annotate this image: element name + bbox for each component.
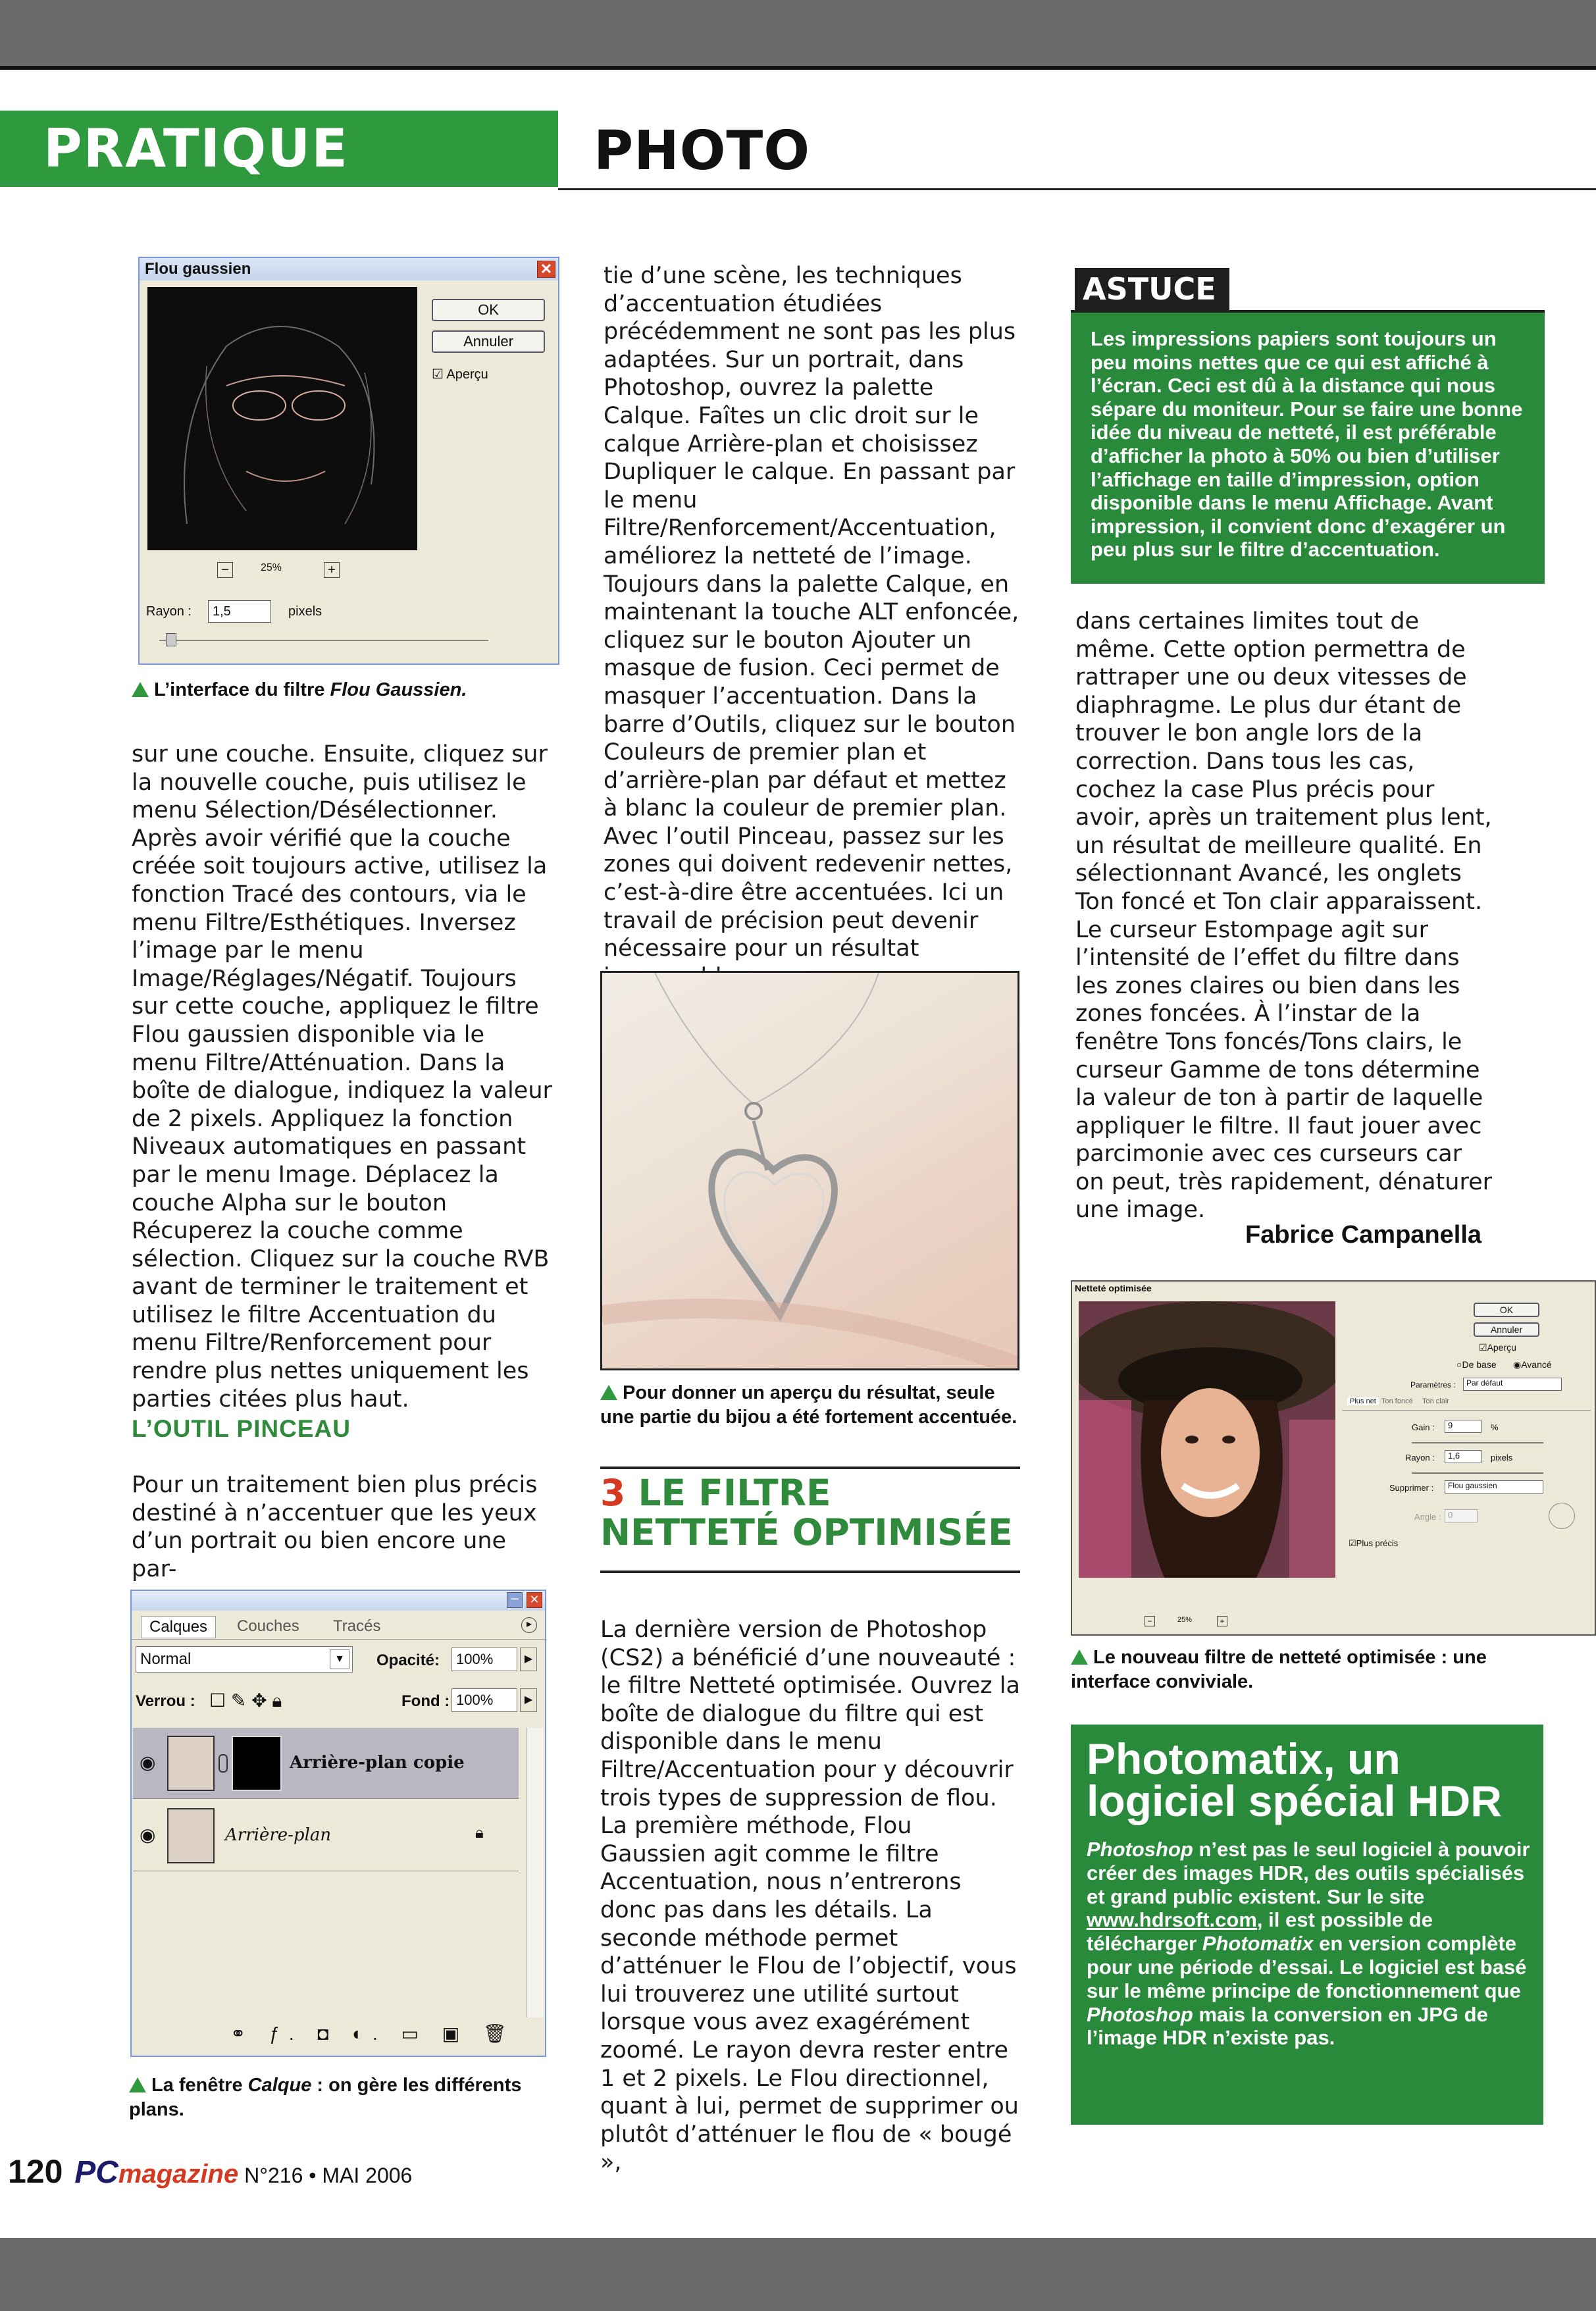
tab-shadow[interactable]: Ton foncé — [1381, 1397, 1413, 1405]
woman-hat-portrait — [1079, 1301, 1335, 1578]
caption-text: Pour donner un aperçu du résultat, seule une partie du bijou a été fortement accentuée. — [600, 1382, 1017, 1428]
sidebar-title: Photomatix, un logiciel spécial HDR — [1087, 1734, 1502, 1825]
mode-basic-radio[interactable]: ○De base — [1456, 1359, 1497, 1370]
preview-image — [147, 287, 417, 550]
pendant-illustration — [602, 973, 1019, 1370]
astuce-label: ASTUCE — [1075, 268, 1229, 310]
remove-select[interactable]: Flou gaussien — [1445, 1480, 1543, 1493]
section-title: LE FILTRE NETTETÉ OPTIMISÉE — [600, 1472, 1013, 1553]
dialog-title-text: Flou gaussien — [145, 260, 251, 278]
caption-triangle-icon — [132, 682, 149, 697]
blend-mode-select[interactable] — [136, 1646, 353, 1673]
top-scan-band — [0, 0, 1596, 66]
opacity-input[interactable]: 100% — [451, 1648, 517, 1671]
close-icon[interactable]: ✕ — [527, 1592, 542, 1608]
nettete-optimisee-dialog — [1071, 1280, 1596, 1636]
header-underline — [558, 188, 1596, 190]
fill-label: Fond : — [401, 1692, 450, 1710]
mode-basic-label: De base — [1462, 1359, 1497, 1370]
chevron-down-icon: ▼ — [330, 1649, 349, 1669]
opacity-label: Opacité: — [376, 1651, 440, 1669]
layer-thumbnail — [167, 1736, 215, 1791]
fill-arrow-icon[interactable]: ▶ — [520, 1688, 537, 1712]
astuce-text: Les impressions papiers sont toujours un peu moins nettes que ce qui est affiché à l’écran. Ceci est dû à la distance qui nous sépare du moniteur. Pour se faire une bonne idée du niveau de netteté, il est préférable d’afficher la photo à 50% ou bien d’utiliser l’affichage en taille d’impression, option disponible dans le menu Affichage. Avant impression, il convient donc d’exagérer un peu plus sur le filtre d’accentuation. — [1091, 327, 1523, 561]
remove-label: Supprimer : — [1389, 1483, 1434, 1493]
blend-mode-value: Normal — [140, 1650, 192, 1668]
radius-label: Rayon : — [1405, 1453, 1435, 1463]
tab-highlight[interactable]: Ton clair — [1422, 1397, 1449, 1405]
radius-slider[interactable] — [1412, 1472, 1543, 1474]
section-3-heading — [600, 1473, 1015, 1552]
layer-row-copy[interactable] — [133, 1728, 519, 1799]
radius-unit: pixels — [288, 604, 322, 619]
tab-layers[interactable]: Calques — [141, 1616, 216, 1638]
palette-titlebar — [132, 1591, 545, 1611]
sidebar-italic-ps-2: Photoshop — [1087, 2002, 1193, 2026]
sidebar-text-1: n’est pas le seul logiciel à pouvoir créer des images HDR, des outils spécialisés et grand public existent. Sur le site — [1087, 1838, 1530, 1908]
angle-dial-icon[interactable] — [1549, 1503, 1575, 1529]
gain-input[interactable]: 9 — [1445, 1420, 1481, 1433]
tab-bar — [1342, 1396, 1591, 1411]
pendant-photo — [600, 971, 1019, 1370]
preview-checkbox[interactable]: ☑Aperçu — [1479, 1342, 1516, 1353]
lock-label: Verrou : — [136, 1692, 195, 1710]
angle-input[interactable]: 0 — [1445, 1509, 1478, 1522]
dialog-title: Netteté optimisée — [1075, 1283, 1152, 1293]
radius-slider[interactable] — [159, 640, 488, 641]
gain-label: Gain : — [1412, 1422, 1435, 1432]
sidebar-italic-ps: Photoshop — [1087, 1838, 1193, 1861]
page-footer — [8, 2152, 412, 2191]
preview-label: Aperçu — [446, 367, 488, 382]
radius-label: Rayon : — [146, 604, 192, 619]
zoom-in-icon[interactable]: + — [1217, 1616, 1227, 1626]
angle-label: Angle : — [1414, 1512, 1441, 1522]
zoom-in-icon[interactable]: + — [324, 562, 340, 578]
lock-icon: 🔒︎ — [475, 1824, 484, 1842]
brand-pc: PC — [74, 2155, 118, 2190]
topic-title: PHOTO — [594, 120, 811, 182]
palette-bottom-icons[interactable]: ⚭ ƒ. ◘ ◐. ▭ ▣ 🗑︎ — [230, 2023, 516, 2044]
radius-input[interactable]: 1,6 — [1445, 1450, 1481, 1463]
cancel-button[interactable]: Annuler — [432, 330, 545, 353]
layer-name: Arrière-plan — [225, 1825, 332, 1845]
minimize-icon[interactable]: − — [507, 1592, 523, 1608]
issue-info: N°216 • MAI 2006 — [244, 2164, 413, 2187]
more-accurate-checkbox[interactable]: ☑Plus précis — [1349, 1538, 1399, 1548]
caption-triangle-icon — [600, 1385, 617, 1400]
palette-scrollbar[interactable] — [527, 1728, 544, 2017]
section-rule-top — [600, 1467, 1020, 1469]
tab-channels[interactable]: Couches — [237, 1617, 299, 1635]
close-icon[interactable]: ✕ — [537, 261, 555, 278]
link-icon — [219, 1754, 228, 1773]
caption-text: Le nouveau filtre de netteté optimisée : une interface conviviale. — [1071, 1647, 1487, 1692]
hdrsoft-link[interactable]: www.hdrsoft.com — [1087, 1908, 1257, 1932]
caption-text: L’interface du filtre — [154, 679, 330, 700]
brand-magazine: magazine — [118, 2160, 239, 2189]
more-accurate-label: Plus précis — [1356, 1538, 1399, 1548]
column-1-text-2 — [132, 1471, 553, 1583]
zoom-out-icon[interactable]: − — [1145, 1616, 1155, 1626]
author-name: Fabrice Campanella — [1245, 1221, 1482, 1249]
ok-button[interactable]: OK — [432, 299, 545, 321]
section-rule-bottom — [600, 1571, 1020, 1573]
preview-label: Aperçu — [1487, 1342, 1516, 1353]
tab-bar — [132, 1611, 545, 1640]
gain-unit: % — [1491, 1422, 1499, 1432]
paragraph: Pour un traitement bien plus précis destiné à n’accentuer que les yeux d’un portrait ou bien encore une par- — [132, 1472, 538, 1582]
layer-mask-thumbnail — [232, 1736, 282, 1791]
caption-triangle-icon — [1071, 1649, 1088, 1665]
layers-palette — [130, 1590, 546, 2057]
sidebar-body — [1087, 1838, 1530, 2050]
astuce-box — [1071, 310, 1545, 584]
caption-triangle-icon — [129, 2077, 146, 2092]
dialog-title — [140, 258, 558, 280]
column-2-text — [604, 262, 1025, 991]
caption-text-2: : on gère les différents plans. — [129, 2075, 522, 2120]
caption-bijou — [600, 1381, 1028, 1430]
params-label: Paramètres : — [1410, 1380, 1456, 1389]
zoom-out-icon[interactable]: − — [217, 562, 233, 578]
mode-advanced-label: Avancé — [1521, 1359, 1552, 1370]
eye-icon[interactable]: ◉ — [140, 1752, 156, 1773]
cancel-button[interactable]: Annuler — [1474, 1322, 1539, 1337]
gain-slider[interactable] — [1412, 1442, 1543, 1443]
layer-row-background[interactable] — [133, 1800, 519, 1871]
sidebar-text-4: mais la conversion en JPG de l’image HDR n’existe pas. — [1087, 2002, 1488, 2050]
paragraph: sur une couche. Ensuite, cliquez sur la nouvelle couche, puis utilisez le menu Sélection/Désélectionner. Après avoir vérifié que la couche créée soit toujours active, utilisez la fonction Tracé des contours, via le menu Filtre/Esthétiques. Inversez l’image par le menu Image/Réglages/Négatif. Toujours sur cette couche, appliquez le filtre Flou gaussien disponible via le menu Filtre/Atténuation. Dans la boîte de dialogue, indiquez la valeur de 2 pixels. Appliquez la fonction Niveaux automatiques en passant par le menu Image. Déplacez la couche Alpha sur le bouton Récuperez la couche comme sélection. Cliquez sur la couche RVB avant de terminer le traitement et utilisez le filtre Accentuation du menu Filtre/Renforcement pour rendre plus nettes uniquement les parties citées plus haut. — [132, 741, 552, 1413]
column-3-text — [1075, 608, 1497, 1224]
edge-portrait-preview — [147, 287, 417, 550]
portrait-preview — [1079, 1301, 1335, 1578]
sidebar-text-3: en version complète pour une période d’essai. Le logiciel est basé sur le même principe de fonctionnement que — [1087, 1932, 1527, 2002]
section-number: 3 — [600, 1472, 626, 1514]
caption-italic: Flou Gaussien. — [330, 679, 467, 700]
caption-nettete — [1071, 1646, 1505, 1694]
params-select[interactable]: Par défaut — [1463, 1378, 1562, 1391]
zoom-level: 25% — [1177, 1616, 1193, 1624]
photomatix-sidebar — [1071, 1725, 1543, 2125]
column-1-text — [132, 740, 553, 1413]
header-rule — [0, 66, 1596, 70]
radius-input[interactable]: 1,5 — [208, 600, 271, 623]
paragraph: dans certaines limites tout de même. Cette option permettra de rattraper une ou deux vitesses de diaphragme. Le plus dur étant de trouver le bon angle lors de la correction. Dans tous les cas, cochez la case Plus précis pour avoir, après un traitement plus lent, un résultat de meilleure qualité. En sélectionnant Avancé, les onglets Ton foncé et Ton clair apparaissent. Le curseur Estompage agit sur l’intensité de l’effet du filtre dans les zones claires ou bien dans les zones foncées. À l’instar de la fenêtre Tons foncés/Tons clairs, le curseur Gamme de tons détermine la valeur de ton à partir de laquelle appliquer le filtre. Il faut jouer avec parcimonie avec ces curseurs car on peut, très rapidement, dénaturer une image. — [1075, 608, 1493, 1224]
paragraph: tie d’une scène, les techniques d’accentuation étudiées précédemment ne sont pas les plus adaptées. Sur un portrait, dans Photoshop, ouvrez la palette Calque. Faîtes un clic droit sur le calque Arrière-plan et choisissez Dupliquer le calque. En passant par le menu Filtre/Renforcement/Accentuation, améliorez la netteté de l’image. Toujours dans la palette Calque, en maintenant la touche ALT enfoncée, cliquez sur le bouton Ajouter un masque de fusion. Ceci permet de masquer l’accentuation. Dans la barre d’Outils, cliquez sur le bouton Couleurs de premier plan et d’arrière-plan par défaut et mettez à blanc la couleur de premier plan. Avec l’outil Pinceau, passez sur les zones qui doivent redevenir nettes, c’est-à-dire être accentuées. Ici un travail de précision peut devenir nécessaire pour un résultat — [604, 263, 1019, 962]
radius-unit: pixels — [1491, 1453, 1513, 1463]
palette-menu-icon[interactable]: ▸ — [521, 1617, 537, 1633]
paragraph: La dernière version de Photoshop (CS2) a bénéficié d’une nouveauté : le filtre Netteté optimisée. Ouvrez la boîte de dialogue du filtre qui est disponible dans le menu Filtre/Accentuation pour y découvrir trois types de suppression de flou. La première méthode, Flou Gaussien agit comme le filtre Accentuation, nous n’entrerons donc pas dans les détails. La seconde méthode permet d’atténuer le Flou de l’objectif, vous lui trouverez une utilité surtout lorsque vous avez exagérément zoomé. Le rayon devra rester entre 1 et 2 pixels. Le Flou directionnel, quant à lui, permet de supprimer ou plutôt d’atténuer le flou de « bougé », — [600, 1617, 1020, 2176]
bottom-scan-band — [0, 2238, 1596, 2311]
flou-gaussien-dialog — [138, 257, 559, 665]
preview-checkbox[interactable]: ☑ Aperçu — [432, 367, 488, 382]
zoom-level: 25% — [261, 562, 282, 573]
section-banner: PRATIQUE — [0, 111, 558, 187]
ok-button[interactable]: OK — [1474, 1303, 1539, 1317]
sidebar-text-2: , il est possible de télécharger — [1087, 1908, 1433, 1956]
caption-italic: Calque — [247, 2075, 312, 2096]
mode-advanced-radio[interactable]: ◉Avancé — [1513, 1359, 1552, 1370]
lock-icons[interactable]: ☐ ✎ ✥ 🔒︎ — [209, 1690, 282, 1711]
sidebar-italic-product: Photomatix — [1202, 1932, 1314, 1956]
tab-paths[interactable]: Tracés — [333, 1617, 381, 1635]
eye-icon[interactable]: ◉ — [140, 1825, 156, 1845]
opacity-arrow-icon[interactable]: ▶ — [520, 1648, 537, 1671]
caption-text: La fenêtre — [151, 2075, 248, 2096]
caption-calque — [129, 2073, 550, 2122]
fill-input[interactable]: 100% — [451, 1688, 517, 1712]
layer-name: Arrière-plan copie — [290, 1753, 465, 1773]
radius-slider-thumb[interactable] — [166, 633, 176, 646]
tab-sharpen[interactable]: Plus net — [1347, 1397, 1379, 1405]
page-number: 120 — [8, 2153, 63, 2190]
caption-flou — [132, 678, 559, 702]
subhead-pinceau: L’OUTIL PINCEAU — [132, 1415, 351, 1442]
column-2-text-2 — [600, 1616, 1021, 2177]
layer-thumbnail — [167, 1808, 215, 1863]
